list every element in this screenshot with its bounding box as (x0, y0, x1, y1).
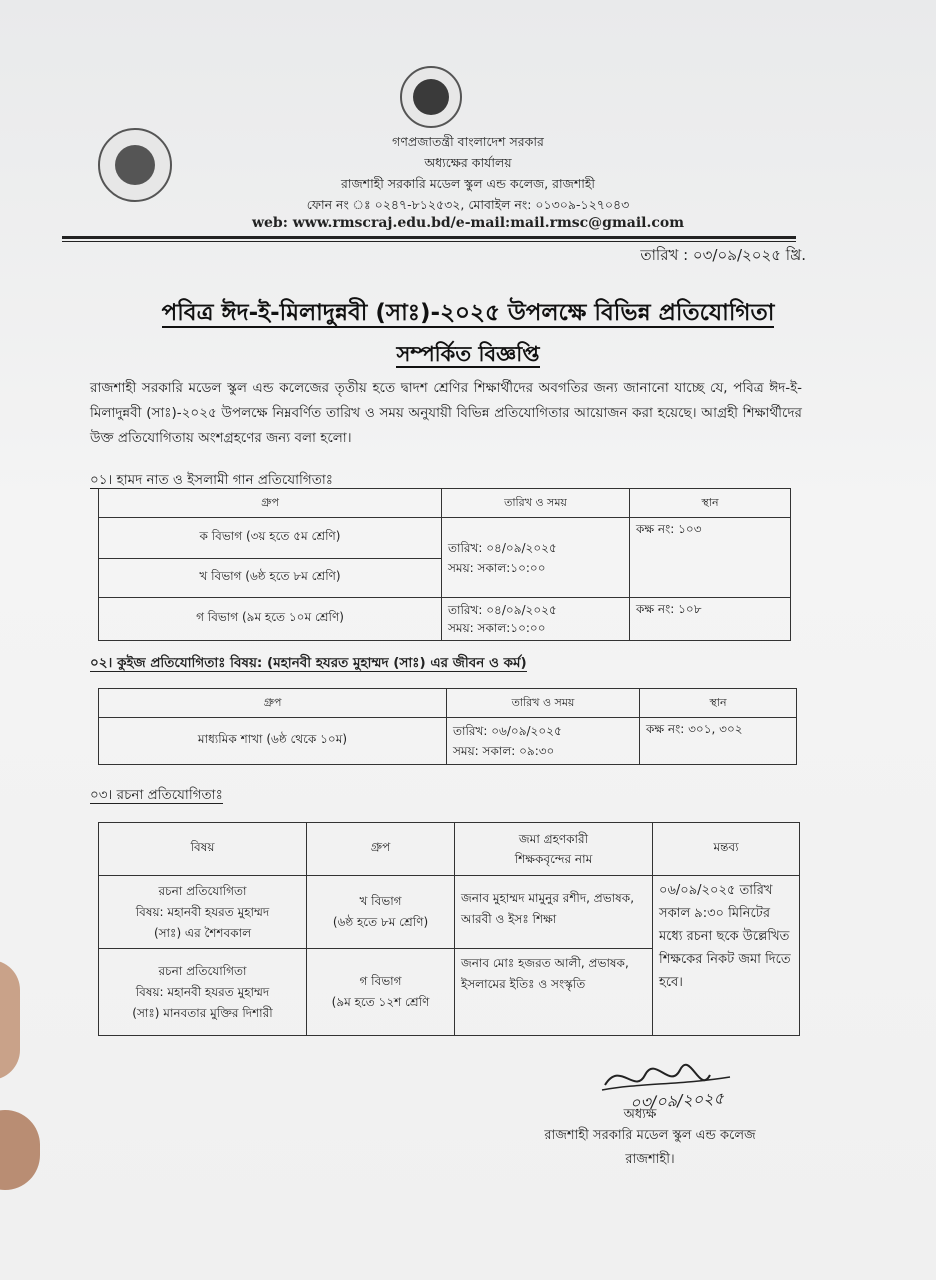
header-phone: ফোন নং ঃ ০২৪৭-৮১২৫৩২, মোবাইল নং: ০১৩০৯-১২৭০৪৩ (306, 197, 630, 212)
header-web: web: www.rmscraj.edu.bd/e-mail:mail.rmsc@gmail.com (251, 215, 685, 231)
header-rule-thin (62, 241, 796, 242)
col-subject: বিষয় (99, 823, 307, 876)
table-cell: জনাব মোঃ হজরত আলী, প্রভাষক, ইসলামের ইতিঃ ও সংস্কৃতি (455, 949, 653, 1036)
col-group: গ্রুপ (307, 823, 455, 876)
table-cell: খ বিভাগ (৬ষ্ঠ হতে ৮ম শ্রেণি) (307, 876, 455, 949)
col-place: স্থান (640, 689, 797, 718)
table-cell: জনাব মুহাম্মদ মামুনুর রশীদ, প্রভাষক, আরবী ও ইসঃ শিক্ষা (455, 876, 653, 949)
table-cell: রচনা প্রতিযোগিতা বিষয়: মহানবী হযরত মুহাম্মদ (সাঃ) এর শৈশবকাল (99, 876, 307, 949)
col-datetime: তারিখ ও সময় (442, 489, 630, 518)
signature-date: ০৩/০৯/২০২৫ (629, 1088, 725, 1113)
col-teacher: জমা গ্রহণকারী শিক্ষকবৃন্দের নাম (455, 823, 653, 876)
header-line-2: অধ্যক্ষের কার্যালয় (424, 155, 512, 170)
section-3-table (98, 822, 800, 1036)
section-1-heading: ০১। হামদ নাত ও ইসলামী গান প্রতিযোগিতাঃ (90, 472, 333, 488)
signer-institution: রাজশাহী সরকারি মডেল স্কুল এন্ড কলেজ (544, 1128, 756, 1143)
section-3-heading: ০৩। রচনা প্রতিযোগিতাঃ (90, 787, 223, 803)
table-cell: তারিখ: ০৪/০৯/২০২৫ সময়: সকাল:১০:০০ (442, 518, 630, 598)
table-cell: তারিখ: ০৬/০৯/২০২৫ সময়: সকাল: ০৯:৩০ (447, 718, 640, 765)
col-group: গ্রুপ (99, 489, 442, 518)
table-cell: রচনা প্রতিযোগিতা বিষয়: মহানবী হযরত মুহাম্মদ (সাঃ) মানবতার মুক্তির দিশারী (99, 949, 307, 1036)
table-cell: গ বিভাগ (৯ম হতে ১০ম শ্রেণি) (99, 598, 442, 641)
finger-shadow (0, 960, 20, 1080)
table-cell: কক্ষ নং: ১০৮ (630, 598, 791, 641)
table-cell: মাধ্যমিক শাখা (৬ষ্ঠ থেকে ১০ম) (99, 718, 447, 765)
section-2-heading: ০২। কুইজ প্রতিযোগিতাঃ বিষয়: (মহানবী হযরত মুহাম্মদ (সাঃ) এর জীবন ও কর্ম) (90, 655, 527, 671)
col-place: স্থান (630, 489, 791, 518)
signer-title: অধ্যক্ষ (623, 1107, 657, 1122)
section-1-table (98, 488, 791, 641)
government-seal-logo (400, 66, 462, 128)
col-remark: মন্তব্য (653, 823, 800, 876)
table-cell: ০৬/০৯/২০২৫ তারিখ সকাল ৯:৩০ মিনিটের মধ্যে রচনা ছকে উল্লেখিত শিক্ষকের নিকট জমা দিতে হবে। (653, 876, 800, 1036)
notice-body: রাজশাহী সরকারি মডেল স্কুল এন্ড কলেজের তৃতীয় হতে দ্বাদশ শ্রেণির শিক্ষার্থীদের অবগতির জন্য জানানো যাচ্ছে যে, পবিত্র ঈদ-ই-মিলাদুন্নবী (সাঃ)-২০২৫ উপলক্ষে নিম্নবর্ণিত তারিখ ও সময় অনুযায়ী বিভিন্ন প্রতিযোগিতার আয়োজন করা হয়েছে। আগ্রহী শিক্ষার্থীদের উক্ত প্রতিযোগিতায় অংশগ্রহণের জন্য বলা হলো। (90, 380, 802, 446)
table-cell: তারিখ: ০৪/০৯/২০২৫ সময়: সকাল:১০:০০ (442, 598, 630, 641)
section-2-table (98, 688, 797, 765)
header-line-1: গণপ্রজাতন্ত্রী বাংলাদেশ সরকার (392, 134, 544, 149)
signer-city: রাজশাহী। (625, 1152, 675, 1167)
table-cell: খ বিভাগ (৬ষ্ঠ হতে ৮ম শ্রেণি) (99, 559, 442, 598)
notice-date: তারিখ : ০৩/০৯/২০২৫ খ্রি. (640, 246, 806, 264)
table-cell: গ বিভাগ (৯ম হতে ১২শ শ্রেণি (307, 949, 455, 1036)
notice-title-line-1: পবিত্র ঈদ-ই-মিলাদুন্নবী (সাঃ)-২০২৫ উপলক্ষে বিভিন্ন প্রতিযোগিতা (161, 300, 775, 326)
col-datetime: তারিখ ও সময় (447, 689, 640, 718)
table-cell: কক্ষ নং: ১০৩ (630, 518, 791, 598)
col-group: গ্রুপ (99, 689, 447, 718)
table-cell: ক বিভাগ (৩য় হতে ৫ম শ্রেণি) (99, 518, 442, 559)
header-line-3: রাজশাহী সরকারি মডেল স্কুল এন্ড কলেজ, রাজশাহী (340, 176, 596, 191)
table-cell: কক্ষ নং: ৩০১, ৩০২ (640, 718, 797, 765)
notice-title-line-2: সম্পর্কিত বিজ্ঞপ্তি (396, 342, 540, 366)
header-rule (62, 236, 796, 239)
